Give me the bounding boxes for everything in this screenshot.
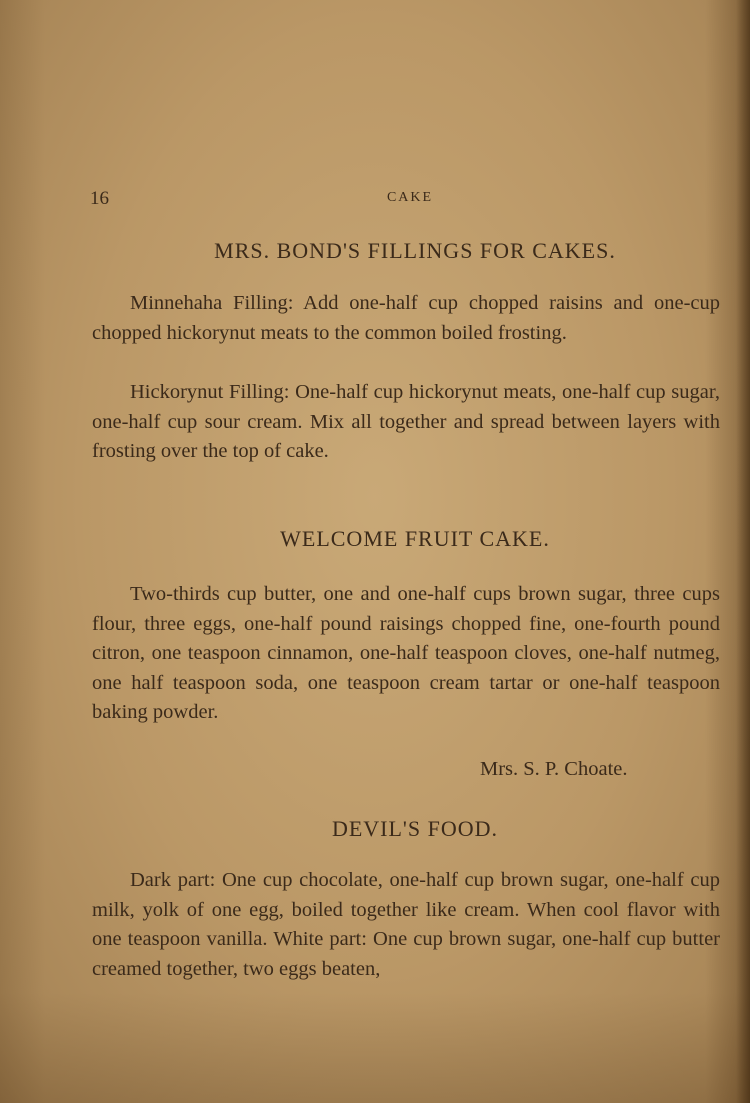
page-number: 16 (90, 188, 109, 209)
paragraph-text: Two-thirds cup butter, one and one-half cups brown sugar, three cups flour, three eggs, one-half pound raisings chopped fine, one-fourth pound citron, one teaspoon cinnamon, one-half teaspoon cloves, one-half nutmeg, one half teaspoon soda, one teaspoon cream tartar or one-half teaspoon baking powder. (92, 583, 720, 723)
page-edge-shadow (736, 0, 750, 1103)
section-title-devils-food: DEVIL'S FOOD. (331, 816, 499, 841)
page-header (90, 188, 730, 212)
paragraph-text: Minnehaha Filling: Add one-half cup chopped raisins and one-cup chopped hickorynut meats to the common boiled frosting. (92, 292, 720, 344)
paragraph-minnehaha-filling (92, 289, 720, 348)
paragraph-welcome-fruit-cake (92, 580, 720, 728)
recipe-signature: Mrs. S. P. Choate. (480, 758, 628, 780)
section-title-welcome-fruit-cake: WELCOME FRUIT CAKE. (280, 526, 550, 551)
paragraph-hickorynut-filling (92, 378, 720, 467)
paragraph-text: Hickorynut Filling: One-half cup hickorynut meats, one-half cup sugar, one-half cup sour cream. Mix all together and spread between layers with frosting over the top of cake. (92, 381, 720, 462)
section-title-fillings: MRS. BOND'S FILLINGS FOR CAKES. (214, 238, 616, 263)
running-head: CAKE (386, 190, 434, 205)
paragraph-text: Dark part: One cup chocolate, one-half cup brown sugar, one-half cup milk, yolk of one egg, boiled together like cream. When cool flavor with one teaspoon vanilla. White part: One cup brown sugar, one-half cup butter creamed together, two eggs beaten, (92, 869, 720, 980)
paragraph-devils-food (92, 866, 720, 984)
